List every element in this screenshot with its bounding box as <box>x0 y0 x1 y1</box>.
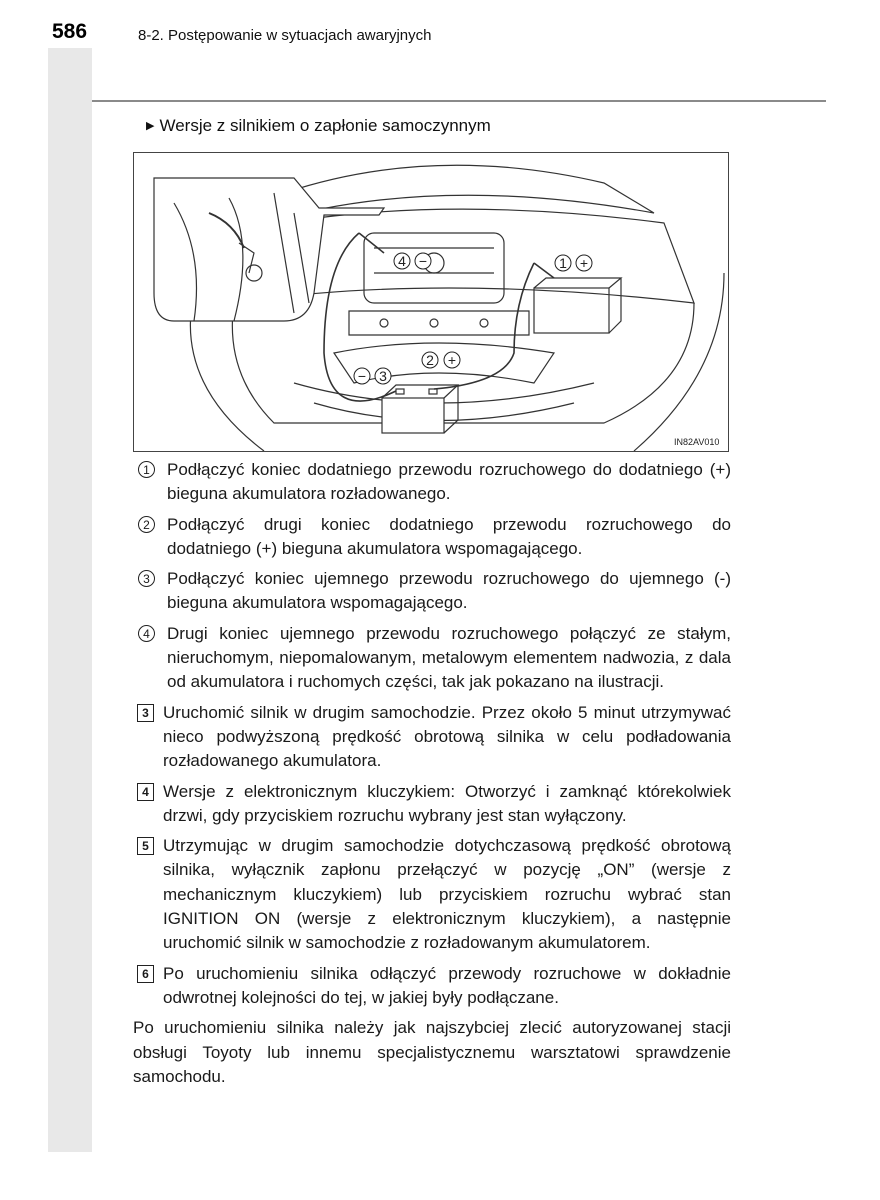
callout-3-minus: − <box>357 368 367 384</box>
list-item <box>133 701 731 774</box>
list-item <box>133 780 731 829</box>
circled-number: 4 <box>138 625 155 642</box>
list-item <box>133 513 731 562</box>
callout-4: 4 <box>398 253 406 269</box>
callout-2: 2 <box>426 352 434 368</box>
page-header <box>48 48 826 102</box>
boxed-number: 4 <box>137 783 154 801</box>
booster-battery <box>382 398 444 433</box>
page-number: 586 <box>52 20 88 43</box>
list-item <box>133 622 731 695</box>
list-item <box>133 567 731 616</box>
figure-code: IN82AV010 <box>674 437 720 447</box>
closing-paragraph: Po uruchomieniu silnika należy jak najszybciej zlecić autoryzowanej stacji obsługi Toyoty lub innemu specjalistycznemu warsztatowi sprawdzenie samochodu. <box>133 1018 731 1086</box>
side-tab <box>48 48 92 1152</box>
callout-1-plus: + <box>579 255 589 271</box>
callout-4-minus: − <box>418 253 428 269</box>
circled-number: 1 <box>138 461 155 478</box>
positive-cable <box>434 263 534 389</box>
circled-number: 3 <box>138 570 155 587</box>
subheading-text: Wersje z silnikiem o zapłonie samoczynnym <box>159 116 491 135</box>
subheading <box>146 116 491 136</box>
boxed-number: 3 <box>137 704 154 722</box>
circled-number: 2 <box>138 516 155 533</box>
step-text: Po uruchomieniu silnika odłączyć przewody rozruchowe w dokładnie odwrotnej kolejności do tej, w jakiej były podłączane. <box>163 963 731 1007</box>
step-text: Drugi koniec ujemnego przewodu rozruchowego połączyć ze stałym, nieruchomym, niepomalowanym, metalowym elementem nadwozia, z dala od akumulatora i ruchomych części, tak jak pokazano na ilustracji. <box>167 623 731 692</box>
step-text: Uruchomić silnik w drugim samochodzie. Przez około 5 minut utrzymywać nieco podwyższoną prędkość obrotową silnika w celu podładowania rozładowanego akumulatora. <box>163 702 731 771</box>
discharged-battery <box>534 288 609 333</box>
step-text: Podłączyć koniec dodatniego przewodu rozruchowego do dodatniego (+) bieguna akumulatora rozładowanego. <box>167 460 731 504</box>
list-item <box>133 834 731 955</box>
callout-3: 3 <box>379 368 387 384</box>
callout-1: 1 <box>559 255 567 271</box>
boxed-number: 6 <box>137 965 154 983</box>
bumper-outline <box>232 303 694 423</box>
step-text: Podłączyć koniec ujemnego przewodu rozruchowego do ujemnego (-) bieguna akumulatora wspomagającego. <box>167 569 731 613</box>
section-title: 8-2. Postępowanie w sytuacjach awaryjnych <box>138 27 432 44</box>
detail-inset <box>154 178 384 321</box>
engine-cover <box>364 233 504 303</box>
list-item <box>133 458 731 507</box>
list-item <box>133 962 731 1011</box>
callout-2-plus: + <box>447 352 457 368</box>
step-text: Wersje z elektronicznym kluczykiem: Otworzyć i zamknąć którekolwiek drzwi, gdy przyciskiem rozruchu wybrany jest stan wyłączony. <box>163 781 731 825</box>
triangle-bullet-icon: ▶ <box>146 120 155 132</box>
step-text: Podłączyć drugi koniec dodatniego przewodu rozruchowego do dodatniego (+) bieguna akumulatora wspomagającego. <box>167 514 731 558</box>
step-text: Utrzymując w drugim samochodzie dotychczasową prędkość obrotową silnika, wyłącznik zapłonu przełączyć w pozycję „ON” (wersje z mechanicznym kluczykiem) lub przyciskiem rozruchu wybrać stan IGNITION ON (wersje z elektronicznym kluczykiem), a następnie uruchomić silnik w samochodzie z rozładowanym akumulatorem. <box>163 836 731 953</box>
jump-start-illustration <box>133 152 729 452</box>
header-rule <box>92 100 826 102</box>
engine-bay-drawing <box>134 153 728 451</box>
instructions <box>133 458 731 1089</box>
boxed-number: 5 <box>137 837 154 855</box>
